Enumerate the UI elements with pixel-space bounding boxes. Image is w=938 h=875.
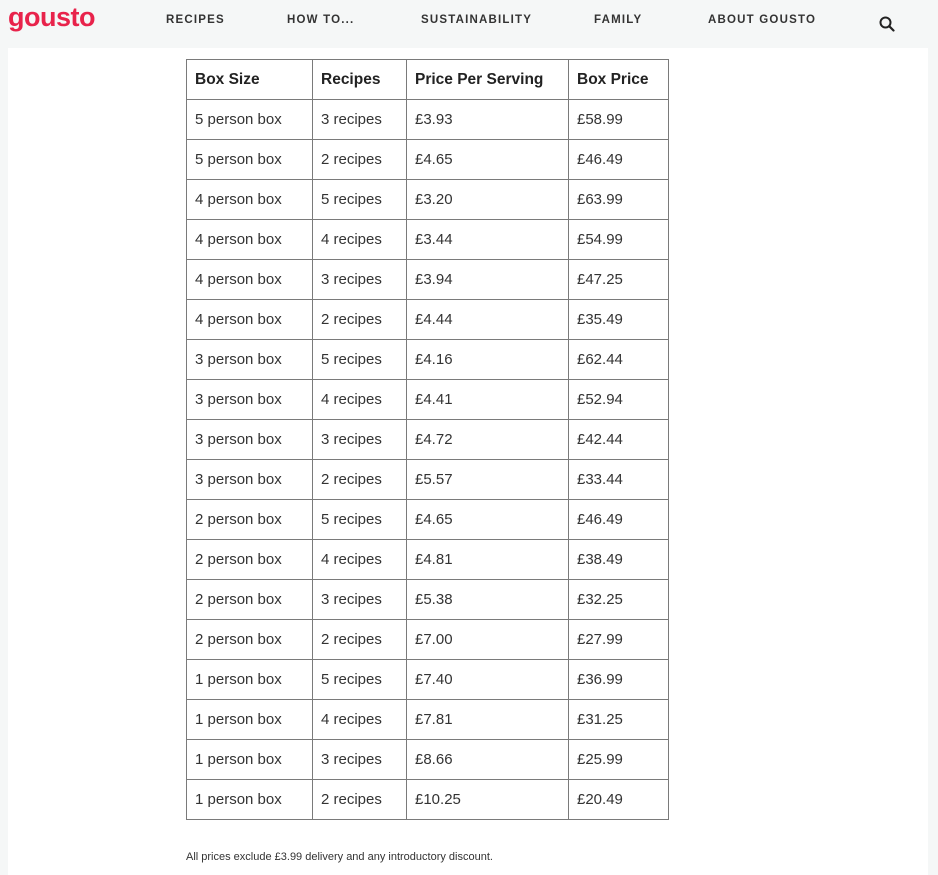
table-row — [187, 300, 669, 340]
table-row — [187, 700, 669, 740]
price-per-serving-cell: £7.81 — [407, 700, 569, 740]
site-header — [0, 0, 938, 48]
table-row — [187, 620, 669, 660]
box-size-cell: 1 person box — [187, 740, 313, 780]
box-size-cell: 5 person box — [187, 100, 313, 140]
table-row — [187, 260, 669, 300]
nav-how-to[interactable]: HOW TO... — [287, 14, 355, 26]
table-row — [187, 380, 669, 420]
box-size-cell: 3 person box — [187, 420, 313, 460]
header-box-size: Box Size — [187, 60, 313, 100]
price-per-serving-cell: £3.94 — [407, 260, 569, 300]
box-size-cell: 3 person box — [187, 460, 313, 500]
table-row — [187, 660, 669, 700]
box-price-cell: £54.99 — [569, 220, 669, 260]
recipes-cell: 4 recipes — [313, 540, 407, 580]
recipes-cell: 2 recipes — [313, 460, 407, 500]
price-per-serving-cell: £5.38 — [407, 580, 569, 620]
recipes-cell: 5 recipes — [313, 500, 407, 540]
box-price-cell: £38.49 — [569, 540, 669, 580]
recipes-cell: 3 recipes — [313, 740, 407, 780]
box-price-cell: £63.99 — [569, 180, 669, 220]
recipes-cell: 2 recipes — [313, 620, 407, 660]
table-row — [187, 100, 669, 140]
box-size-cell: 1 person box — [187, 780, 313, 820]
box-price-cell: £31.25 — [569, 700, 669, 740]
price-per-serving-cell: £4.65 — [407, 140, 569, 180]
box-price-cell: £46.49 — [569, 500, 669, 540]
box-price-cell: £62.44 — [569, 340, 669, 380]
box-size-cell: 3 person box — [187, 340, 313, 380]
header-recipes: Recipes — [313, 60, 407, 100]
box-size-cell: 2 person box — [187, 580, 313, 620]
box-price-cell: £25.99 — [569, 740, 669, 780]
box-size-cell: 3 person box — [187, 380, 313, 420]
box-price-cell: £52.94 — [569, 380, 669, 420]
recipes-cell: 5 recipes — [313, 180, 407, 220]
table-header-row — [187, 60, 669, 100]
price-per-serving-cell: £4.41 — [407, 380, 569, 420]
price-per-serving-cell: £7.00 — [407, 620, 569, 660]
box-size-cell: 2 person box — [187, 620, 313, 660]
gousto-logo[interactable]: gousto — [8, 2, 95, 32]
recipes-cell: 3 recipes — [313, 100, 407, 140]
box-size-cell: 1 person box — [187, 660, 313, 700]
recipes-cell: 5 recipes — [313, 660, 407, 700]
price-per-serving-cell: £8.66 — [407, 740, 569, 780]
recipes-cell: 2 recipes — [313, 140, 407, 180]
price-per-serving-cell: £4.44 — [407, 300, 569, 340]
table-row — [187, 180, 669, 220]
search-icon[interactable] — [879, 16, 895, 32]
recipes-cell: 3 recipes — [313, 260, 407, 300]
table-row — [187, 420, 669, 460]
nav-family[interactable]: FAMILY — [594, 14, 643, 26]
price-per-serving-cell: £3.44 — [407, 220, 569, 260]
main-content — [8, 48, 928, 875]
box-size-cell: 4 person box — [187, 260, 313, 300]
table-row — [187, 740, 669, 780]
table-row — [187, 540, 669, 580]
table-row — [187, 460, 669, 500]
price-per-serving-cell: £3.93 — [407, 100, 569, 140]
recipes-cell: 4 recipes — [313, 220, 407, 260]
price-per-serving-cell: £4.81 — [407, 540, 569, 580]
header-price-per-serving: Price Per Serving — [407, 60, 569, 100]
box-size-cell: 5 person box — [187, 140, 313, 180]
table-row — [187, 500, 669, 540]
table-row — [187, 220, 669, 260]
recipes-cell: 3 recipes — [313, 580, 407, 620]
pricing-table — [186, 59, 669, 820]
box-size-cell: 1 person box — [187, 700, 313, 740]
recipes-cell: 2 recipes — [313, 300, 407, 340]
nav-about-gousto[interactable]: ABOUT GOUSTO — [708, 14, 817, 26]
table-row — [187, 340, 669, 380]
recipes-cell: 4 recipes — [313, 700, 407, 740]
box-size-cell: 2 person box — [187, 500, 313, 540]
header-box-price: Box Price — [569, 60, 669, 100]
box-price-cell: £47.25 — [569, 260, 669, 300]
table-row — [187, 140, 669, 180]
box-price-cell: £20.49 — [569, 780, 669, 820]
box-size-cell: 4 person box — [187, 180, 313, 220]
nav-recipes[interactable]: RECIPES — [166, 14, 225, 26]
price-per-serving-cell: £5.57 — [407, 460, 569, 500]
recipes-cell: 3 recipes — [313, 420, 407, 460]
box-size-cell: 2 person box — [187, 540, 313, 580]
recipes-cell: 4 recipes — [313, 380, 407, 420]
price-per-serving-cell: £3.20 — [407, 180, 569, 220]
recipes-cell: 5 recipes — [313, 340, 407, 380]
box-price-cell: £33.44 — [569, 460, 669, 500]
nav-sustainability[interactable]: SUSTAINABILITY — [421, 14, 533, 26]
price-per-serving-cell: £4.65 — [407, 500, 569, 540]
recipes-cell: 2 recipes — [313, 780, 407, 820]
price-per-serving-cell: £4.16 — [407, 340, 569, 380]
table-row — [187, 580, 669, 620]
box-size-cell: 4 person box — [187, 300, 313, 340]
pricing-footnote: All prices exclude £3.99 delivery and any introductory discount. — [186, 851, 493, 863]
box-price-cell: £46.49 — [569, 140, 669, 180]
box-price-cell: £58.99 — [569, 100, 669, 140]
box-price-cell: £42.44 — [569, 420, 669, 460]
table-row — [187, 780, 669, 820]
box-size-cell: 4 person box — [187, 220, 313, 260]
box-price-cell: £35.49 — [569, 300, 669, 340]
price-per-serving-cell: £10.25 — [407, 780, 569, 820]
box-price-cell: £36.99 — [569, 660, 669, 700]
price-per-serving-cell: £7.40 — [407, 660, 569, 700]
price-per-serving-cell: £4.72 — [407, 420, 569, 460]
box-price-cell: £27.99 — [569, 620, 669, 660]
box-price-cell: £32.25 — [569, 580, 669, 620]
